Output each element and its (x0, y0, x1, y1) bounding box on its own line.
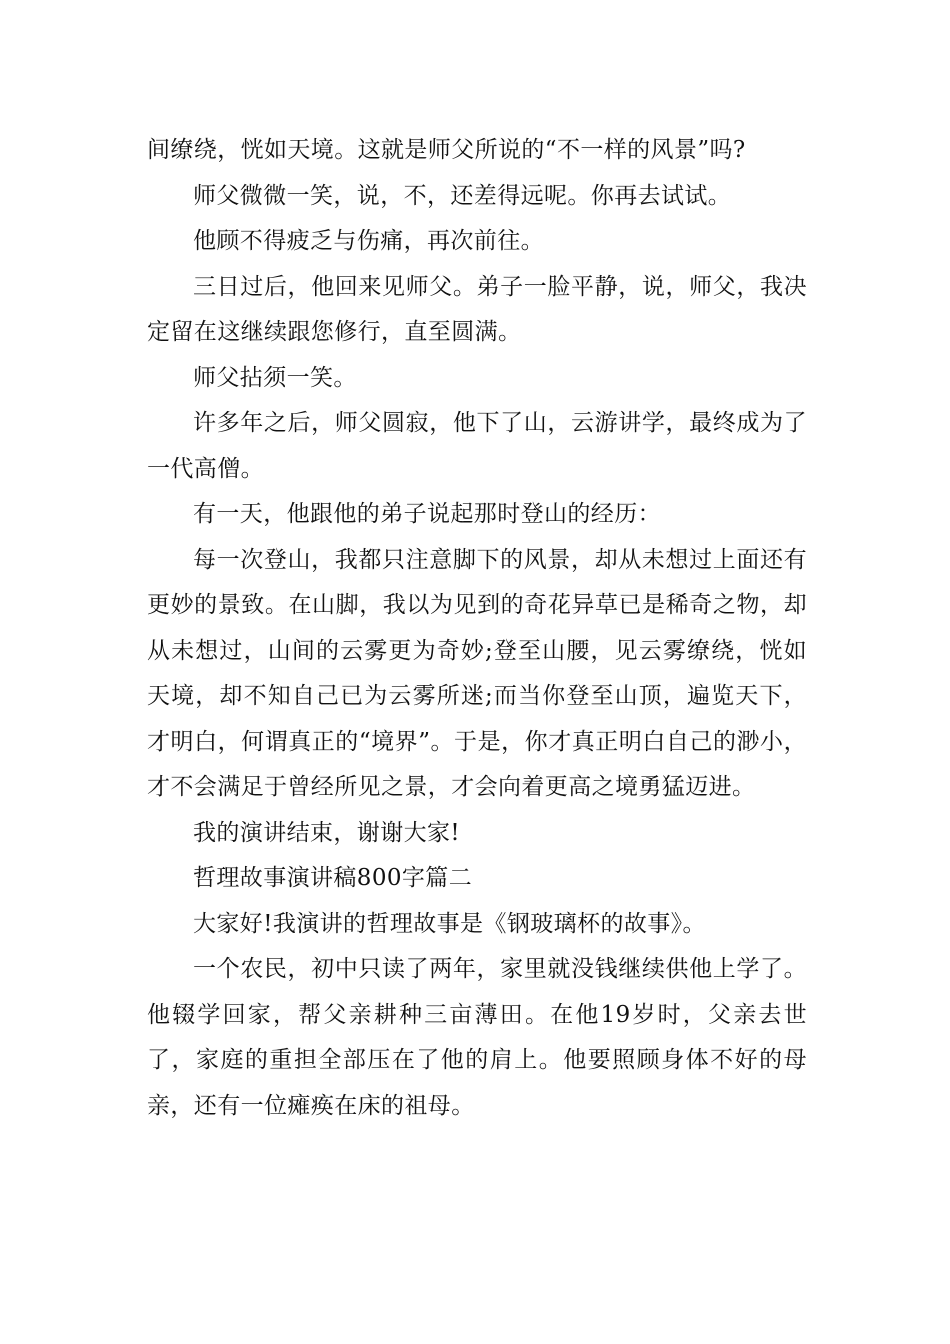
paragraph-2: 师父微微一笑，说，不，还差得远呢。你再去试试。 (193, 182, 732, 209)
paragraph-4: 三日过后，他回来见师父。弟子一脸平静，说，师父，我决定留在这继续跟您修行，直至圆满。 (147, 273, 807, 345)
section-heading: 哲理故事演讲稿800字篇二 (193, 865, 473, 891)
paragraph-7: 有一天，他跟他的弟子说起那时登山的经历： (193, 501, 661, 527)
paragraph-5: 师父拈须一笑。 (193, 364, 357, 391)
paragraph-9: 我的演讲结束，谢谢大家! (193, 819, 461, 846)
paragraph-1: 间缭绕，恍如天境。这就是师父所说的“不一样的风景”吗? (147, 137, 746, 163)
paragraph-3: 他顾不得疲乏与伤痛，再次前往。 (193, 228, 544, 254)
paragraph-6: 许多年之后，师父圆寂，他下了山，云游讲学，最终成为了一代高僧。 (147, 410, 807, 482)
paragraph-8: 每一次登山，我都只注意脚下的风景，却从未想过上面还有更妙的景致。在山脚，我以为见到的奇花异草已是稀奇之物，却从未想过，山间的云雾更为奇妙;登至山腰，见云雾缭绕，恍如天境，却不知自己已为云雾所迷;而当你登至山顶，遍览天下，才明白，何谓真正的“境界”。于是，你才真正明白自己的渺小，才不会满足于曾经所见之景，才会向着更高之境勇猛迈进。 (147, 546, 807, 800)
paragraph-11: 大家好!我演讲的哲理故事是《钢玻璃杯的故事》。 (193, 910, 706, 937)
paragraph-12: 一个农民，初中只读了两年，家里就没钱继续供他上学了。他辍学回家，帮父亲耕种三亩薄田。在他19岁时，父亲去世了，家庭的重担全部压在了他的肩上。他要照顾身体不好的母亲，还有一位瘫痪在床的祖母。 (147, 956, 807, 1119)
document-body (147, 128, 807, 1129)
